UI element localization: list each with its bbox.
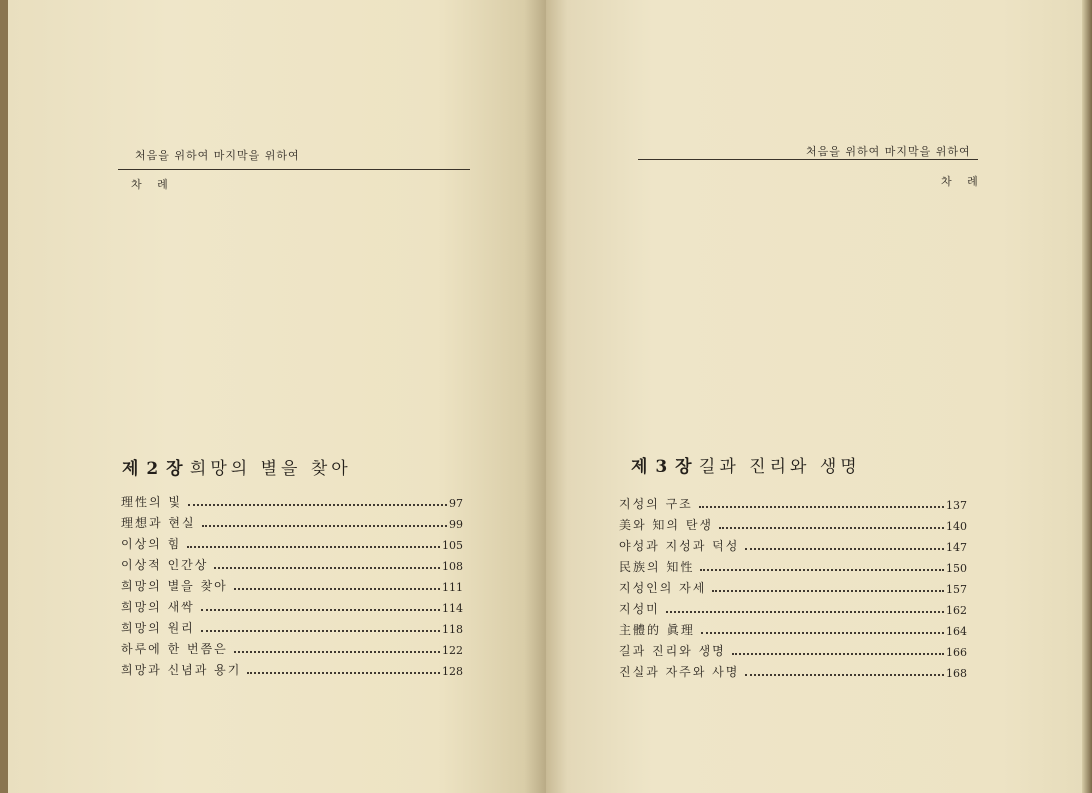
running-head-right: 처음을 위하여 마지막을 위하여 [806,145,971,158]
dot-leader [745,664,944,676]
toc-entry-page: 105 [442,539,463,552]
dot-leader [247,662,440,674]
dot-leader [712,580,944,592]
header-rule-left [118,169,470,170]
section-label-right: 차 례 [941,175,984,188]
toc-entry [619,617,967,638]
header-rule-right [638,159,978,160]
toc-list-right [619,491,967,680]
section-label-left: 차 례 [131,178,174,191]
toc-entry-page: 118 [442,623,463,636]
toc-entry-title: 지성미 [619,602,660,616]
toc-entry [619,533,967,554]
chapter-heading-right [631,452,861,477]
toc-entry [619,596,967,617]
toc-entry [619,638,967,659]
dot-leader [202,515,447,527]
toc-entry [121,636,463,657]
toc-entry-title: 理想과 현실 [121,516,196,530]
chapter-title: 희망의 별을 찾아 [189,459,352,479]
toc-entry-title: 지성인의 자세 [619,581,707,595]
toc-entry-title: 희망의 새싹 [121,600,195,614]
dot-leader [745,538,944,550]
toc-entry-page: 111 [442,581,463,594]
toc-entry-title: 길과 진리와 생명 [619,644,726,658]
toc-entry-title: 美와 知의 탄생 [619,518,713,532]
toc-entry [121,552,463,573]
toc-entry [619,554,967,575]
toc-entry-title: 지성의 구조 [619,497,693,511]
dot-leader [201,599,440,611]
dot-leader [719,517,944,529]
toc-entry-page: 164 [946,625,967,638]
toc-entry-title: 진실과 자주와 사명 [619,665,740,679]
toc-entry [619,512,967,533]
toc-entry-page: 137 [946,499,967,512]
dot-leader [699,496,944,508]
toc-entry [121,657,463,678]
dot-leader [187,536,440,548]
dot-leader [234,578,440,590]
toc-entry-page: 108 [442,560,463,573]
toc-list-left [121,489,463,678]
chapter-number: 제 3 장 [631,457,693,477]
toc-entry [121,573,463,594]
chapter-title: 길과 진리와 생명 [698,457,861,477]
toc-entry [619,659,967,680]
dot-leader [188,494,447,506]
right-page [546,0,1082,793]
book-edge-right [1082,0,1092,793]
toc-entry-title: 희망과 신념과 용기 [121,663,242,677]
toc-entry-title: 理性의 빛 [121,495,182,509]
dot-leader [201,620,440,632]
toc-entry-title: 하루에 한 번쯤은 [121,642,228,656]
toc-entry-title: 이상의 힘 [121,537,182,551]
toc-entry [121,510,463,531]
toc-entry-title: 희망의 별을 찾아 [121,579,228,593]
toc-entry-title: 희망의 원리 [121,621,195,635]
running-head-left: 처음을 위하여 마지막을 위하여 [135,149,300,162]
toc-entry [619,491,967,512]
dot-leader [701,622,944,634]
toc-entry-page: 114 [442,602,463,615]
toc-entry-page: 122 [442,644,463,657]
toc-entry [121,531,463,552]
chapter-heading-left [122,454,352,479]
toc-entry-page: 147 [946,541,967,554]
toc-entry-page: 128 [442,665,463,678]
dot-leader [732,643,944,655]
toc-entry [121,615,463,636]
toc-entry-title: 主體的 眞理 [619,623,695,637]
left-page [8,0,546,793]
toc-entry-title: 야성과 지성과 덕성 [619,539,740,553]
book-edge-left [0,0,8,793]
dot-leader [700,559,944,571]
toc-entry-page: 157 [946,583,967,596]
toc-entry-page: 168 [946,667,967,680]
toc-entry-page: 97 [449,497,463,510]
toc-entry-page: 140 [946,520,967,533]
dot-leader [214,557,440,569]
dot-leader [666,601,944,613]
toc-entry [619,575,967,596]
toc-entry-page: 162 [946,604,967,617]
toc-entry-page: 99 [449,518,463,531]
toc-entry-title: 民族의 知性 [619,560,695,574]
toc-entry-title: 이상적 인간상 [121,558,209,572]
chapter-number: 제 2 장 [122,459,184,479]
toc-entry-page: 166 [946,646,967,659]
toc-entry [121,489,463,510]
toc-entry-page: 150 [946,562,967,575]
dot-leader [234,641,440,653]
toc-entry [121,594,463,615]
